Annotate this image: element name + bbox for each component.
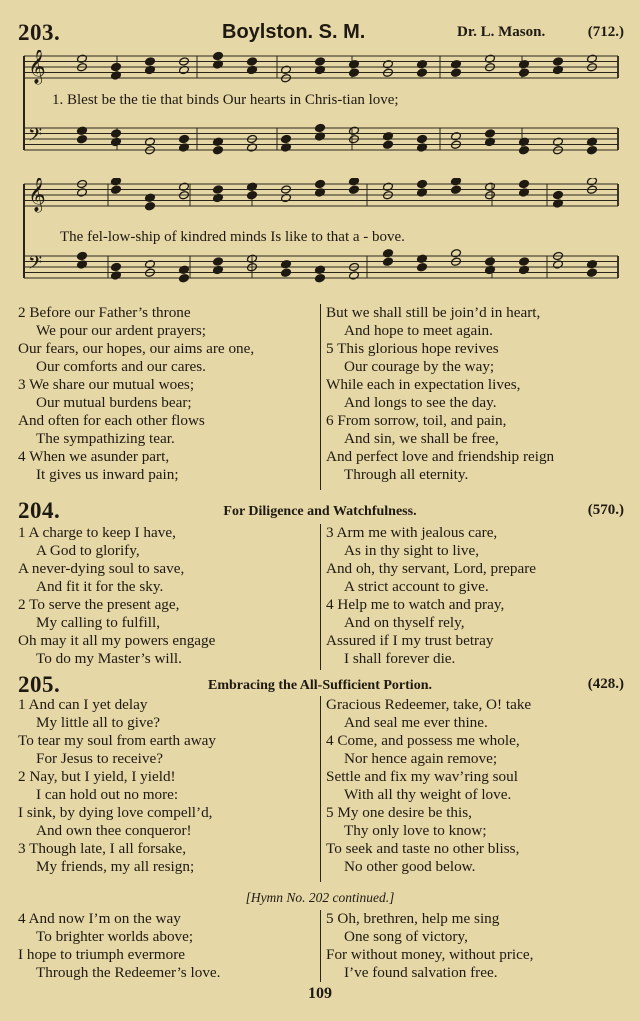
- note-head: [383, 132, 394, 141]
- hymn-205-header: [14, 672, 626, 698]
- note-head: [315, 179, 326, 188]
- note-head: [179, 274, 190, 283]
- note-head: [383, 182, 394, 191]
- note-head: [553, 137, 564, 146]
- note-head: [315, 123, 326, 132]
- verse-line: 5 My one desire be this,: [326, 804, 472, 821]
- note-head: [587, 268, 598, 277]
- note-head: [315, 274, 326, 283]
- hymn-204-header: [14, 498, 626, 524]
- bass-clef-icon: 𝄢: [28, 253, 43, 278]
- verse-line: 4 Help me to watch and pray,: [326, 596, 505, 613]
- note-head: [587, 54, 598, 63]
- verse-line: And on thyself rely,: [344, 614, 465, 631]
- verse-line: And own thee conqueror!: [36, 822, 192, 839]
- hymn-202-continued-right: [326, 910, 533, 982]
- verse-line: Our comforts and our cares.: [36, 358, 206, 375]
- verse-line: The sympathizing tear.: [36, 430, 175, 447]
- verse-line: For without money, without price,: [326, 946, 534, 963]
- note-head: [213, 185, 224, 194]
- verse-line: 4 And now I’m on the way: [18, 910, 181, 927]
- note-head: [383, 140, 394, 149]
- note-head: [383, 249, 394, 258]
- note-head: [349, 126, 360, 135]
- hymn-title: For Diligence and Watchfulness.: [223, 504, 417, 519]
- verse-line: Our mutual burdens bear;: [36, 394, 192, 411]
- note-head: [111, 185, 122, 194]
- note-head: [587, 260, 598, 269]
- note-head: [281, 260, 292, 269]
- note-head: [281, 65, 292, 74]
- verse-line: While each in expectation lives,: [326, 376, 521, 393]
- verse-line: For Jesus to receive?: [36, 750, 163, 767]
- treble-clef-icon: 𝄞: [28, 178, 46, 212]
- note-head: [587, 178, 598, 186]
- note-head: [519, 179, 530, 188]
- hymn-title: Embracing the All-Sufficient Portion.: [208, 678, 432, 693]
- tune-name: Boylston. S. M.: [222, 21, 366, 43]
- verse-line: 1 A charge to keep I have,: [18, 524, 176, 541]
- bass-clef-icon: 𝄢: [28, 125, 43, 150]
- note-head: [213, 146, 224, 155]
- verse-line: And hope to meet again.: [344, 322, 493, 339]
- hymn-number: 204.: [18, 498, 61, 523]
- note-head: [451, 60, 462, 69]
- note-head: [247, 191, 258, 200]
- verse-line: 3 Arm me with jealous care,: [326, 524, 498, 541]
- verse-line: A strict account to give.: [344, 578, 489, 595]
- note-head: [281, 134, 292, 143]
- note-head: [111, 178, 122, 186]
- verse-line: My calling to fulfill,: [36, 614, 161, 631]
- note-head: [179, 182, 190, 191]
- verse-line: My friends, my all resign;: [36, 858, 195, 875]
- verse-line: But we shall still be join’d in heart,: [326, 304, 541, 321]
- note-head: [417, 68, 428, 77]
- note-head: [145, 193, 156, 202]
- continued-note: [Hymn No. 202 continued.]: [245, 890, 395, 905]
- note-head: [77, 54, 88, 63]
- note-head: [417, 179, 428, 188]
- verse-line: Our courage by the way;: [344, 358, 495, 375]
- verse-line: I hope to triumph evermore: [18, 946, 186, 963]
- note-head: [111, 129, 122, 138]
- note-head: [451, 178, 462, 186]
- verse-line: 2 To serve the present age,: [18, 596, 180, 613]
- column-divider: [320, 524, 321, 670]
- note-head: [485, 129, 496, 138]
- note-head: [145, 260, 156, 269]
- note-head: [519, 137, 530, 146]
- verse-line: 2 Before our Father’s throne: [18, 304, 191, 321]
- note-head: [519, 257, 530, 266]
- hymn-203-header: [14, 20, 626, 46]
- note-head: [213, 257, 224, 266]
- verse-line: A God to glorify,: [36, 542, 140, 559]
- verse-line: 4 When we asunder part,: [18, 448, 170, 465]
- note-head: [587, 146, 598, 155]
- verse-line: And fit it for the sky.: [36, 578, 164, 595]
- meter-reference: (570.): [587, 502, 624, 518]
- note-head: [111, 62, 122, 71]
- verse-line: To brighter worlds above;: [36, 928, 194, 945]
- note-head: [451, 185, 462, 194]
- verse-line: I shall forever die.: [344, 650, 456, 667]
- hymn-203-verses-left: [18, 304, 254, 484]
- note-head: [281, 268, 292, 277]
- bass-staff: [24, 123, 618, 155]
- hymn-204-verses-right: [326, 524, 536, 668]
- verse-line: Gracious Redeemer, take, O! take: [326, 696, 532, 713]
- note-head: [485, 54, 496, 63]
- note-head: [247, 57, 258, 66]
- verse-line: Our fears, our hopes, our aims are one,: [18, 340, 255, 357]
- verse-line: A never-dying soul to save,: [18, 560, 185, 577]
- note-head: [349, 60, 360, 69]
- meter-reference: (428.): [587, 676, 624, 692]
- note-head: [519, 146, 530, 155]
- note-head: [315, 265, 326, 274]
- verse-line: One song of victory,: [344, 928, 468, 945]
- verse-line: 5 Oh, brethren, help me sing: [326, 910, 500, 927]
- note-head: [383, 257, 394, 266]
- note-head: [485, 182, 496, 191]
- note-head: [519, 60, 530, 69]
- note-head: [77, 135, 88, 144]
- verse-line: 4 Come, and possess me whole,: [326, 732, 520, 749]
- verse-line: I can hold out no more:: [36, 786, 179, 803]
- note-head: [349, 185, 360, 194]
- hymn-203-verses-right: [326, 304, 554, 484]
- verse-line: 1 And can I yet delay: [18, 696, 148, 713]
- note-head: [77, 251, 88, 260]
- note-head: [553, 57, 564, 66]
- note-head: [145, 137, 156, 146]
- note-head: [417, 263, 428, 272]
- column-divider: [320, 910, 321, 982]
- verse-line: 2 Nay, but I yield, I yield!: [18, 768, 176, 785]
- verse-line: It gives us inward pain;: [36, 466, 179, 483]
- verse-line: With all thy weight of love.: [344, 786, 512, 803]
- note-head: [383, 60, 394, 69]
- note-head: [451, 249, 462, 258]
- verse-line: As in thy sight to live,: [344, 542, 480, 559]
- treble-clef-icon: 𝄞: [28, 50, 46, 84]
- composer: Dr. L. Mason.: [457, 24, 546, 40]
- verse-line: My little all to give?: [36, 714, 161, 731]
- hymn-205-verses-left: [18, 696, 216, 876]
- note-head: [519, 68, 530, 77]
- note-head: [451, 132, 462, 141]
- verse-line: Settle and fix my wav’ring soul: [326, 768, 518, 785]
- verse-line: And sin, we shall be free,: [344, 430, 499, 447]
- note-head: [145, 57, 156, 66]
- note-head: [349, 68, 360, 77]
- verse-line: Through the Redeemer’s love.: [36, 964, 221, 981]
- verse-line: And seal me ever thine.: [344, 714, 488, 731]
- lyric-line-1: 1. Blest be the tie that binds Our hearts in Chris-tian love;: [52, 92, 399, 108]
- note-head: [553, 190, 564, 199]
- note-head: [111, 262, 122, 271]
- verse-line: 5 This glorious hope revives: [326, 340, 499, 357]
- verse-line: Oh may it all my powers engage: [18, 632, 216, 649]
- verse-line: And often for each other flows: [18, 412, 205, 429]
- verse-line: 3 We share our mutual woes;: [18, 376, 195, 393]
- note-head: [213, 137, 224, 146]
- page-number: 109: [308, 985, 332, 1002]
- hymn-204-verses-left: [18, 524, 215, 668]
- verse-line: I’ve found salvation free.: [344, 964, 498, 981]
- hymn-number: 205.: [18, 672, 61, 697]
- note-head: [417, 60, 428, 69]
- verse-line: 6 From sorrow, toil, and pain,: [326, 412, 507, 429]
- note-head: [349, 178, 360, 186]
- note-head: [417, 134, 428, 143]
- verse-line: To tear my soul from earth away: [18, 732, 216, 749]
- treble-staff: [24, 178, 618, 213]
- verse-line: And longs to see the day.: [344, 394, 497, 411]
- column-divider: [320, 696, 321, 882]
- verse-line: Nor hence again remove;: [344, 750, 498, 767]
- verse-line: No other good below.: [344, 858, 476, 875]
- note-head: [485, 257, 496, 266]
- verse-line: And perfect love and friendship reign: [326, 448, 555, 465]
- note-head: [213, 51, 224, 60]
- hymn-205-verses-right: [326, 696, 531, 876]
- verse-line: I sink, by dying love compell’d,: [18, 804, 213, 821]
- column-divider: [320, 304, 321, 490]
- verse-line: And oh, thy servant, Lord, prepare: [326, 560, 537, 577]
- note-head: [451, 68, 462, 77]
- verse-line: Assured if I my trust betray: [326, 632, 494, 649]
- treble-staff: [24, 50, 618, 85]
- note-head: [179, 265, 190, 274]
- verse-line: We pour our ardent prayers;: [36, 322, 206, 339]
- verse-line: To do my Master’s will.: [36, 650, 182, 667]
- bass-staff: [24, 249, 618, 283]
- meter-reference: (712.): [587, 24, 624, 40]
- hymn-number: 203.: [18, 20, 61, 45]
- lyric-line-2: The fel-low-ship of kindred minds Is like to that a - bove.: [60, 229, 405, 245]
- verse-line: Thy only love to know;: [344, 822, 487, 839]
- verse-line: To seek and taste no other bliss,: [326, 840, 520, 857]
- note-head: [77, 126, 88, 135]
- note-head: [145, 202, 156, 211]
- hymn-202-continued-left: [18, 910, 220, 982]
- note-head: [587, 137, 598, 146]
- note-head: [417, 254, 428, 263]
- verse-line: 3 Though late, I all forsake,: [18, 840, 186, 857]
- note-head: [247, 182, 258, 191]
- note-head: [315, 57, 326, 66]
- verse-line: Through all eternity.: [344, 466, 469, 483]
- note-head: [179, 134, 190, 143]
